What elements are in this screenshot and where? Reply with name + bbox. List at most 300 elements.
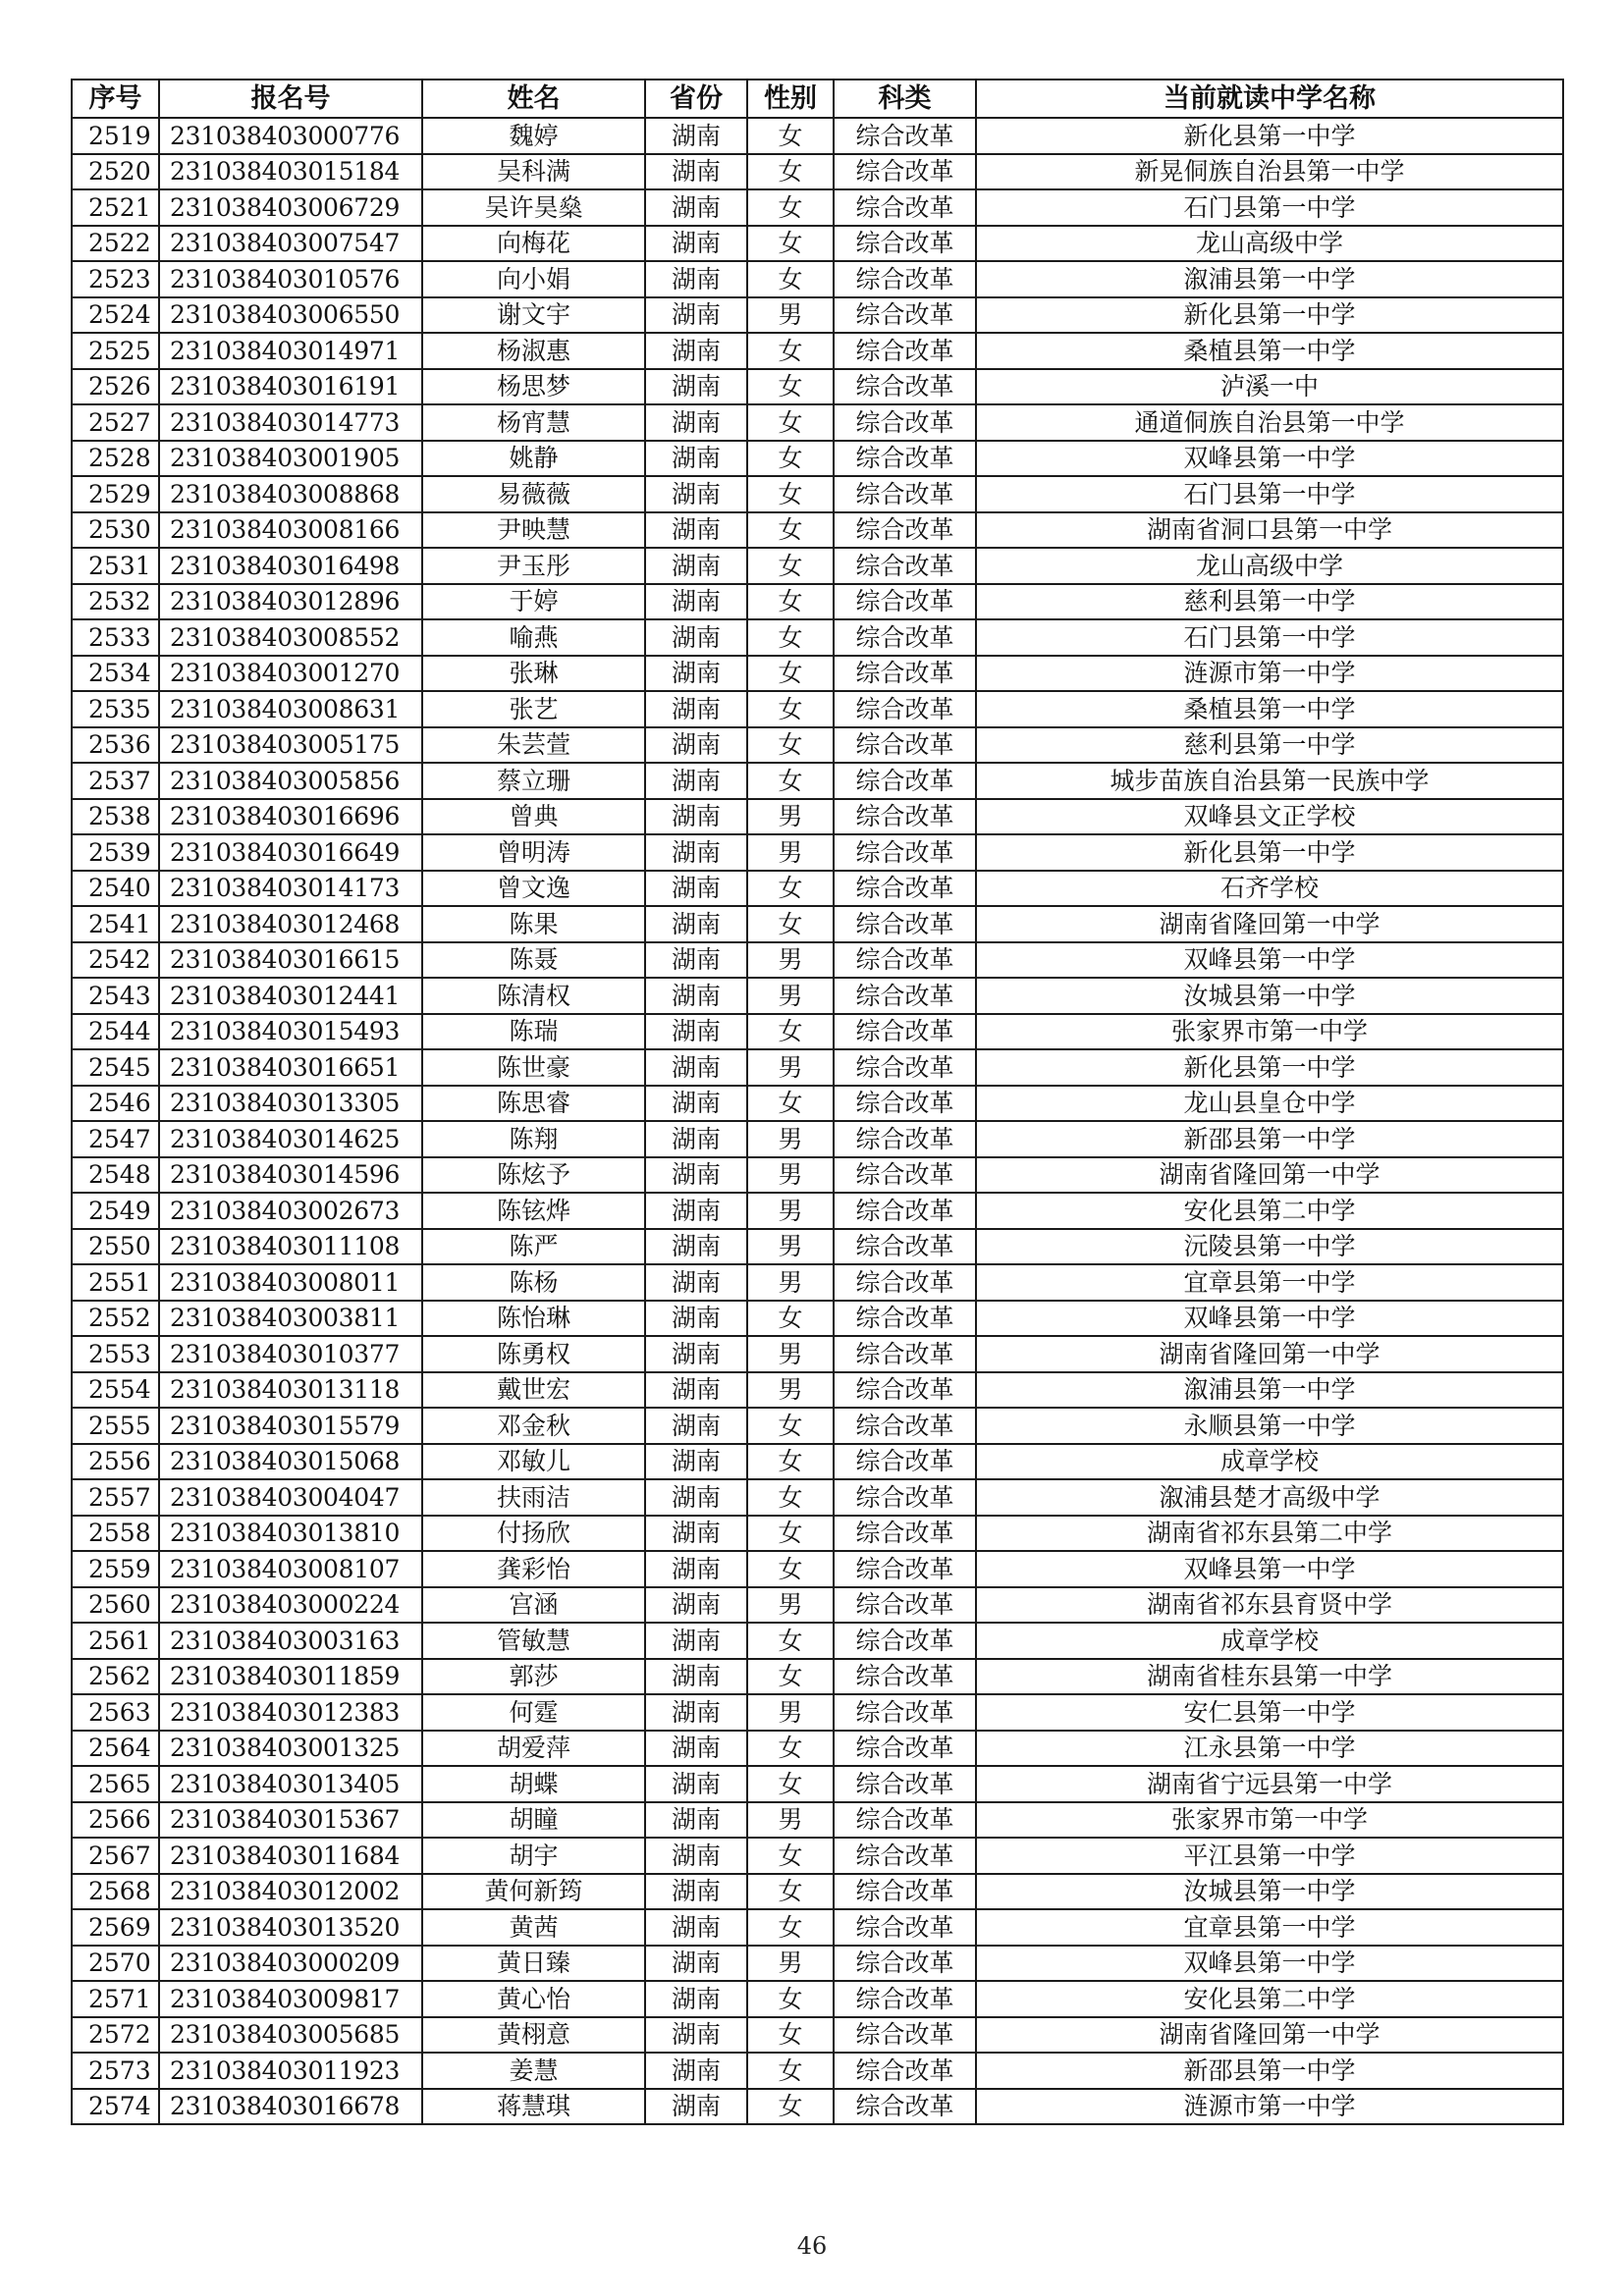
cell-name: 尹映慧 xyxy=(422,512,645,549)
cell-subject-category: 综合改革 xyxy=(834,1623,976,1659)
cell-name: 杨思梦 xyxy=(422,369,645,405)
cell-subject-category: 综合改革 xyxy=(834,763,976,799)
cell-gender: 女 xyxy=(747,1766,834,1802)
cell-subject-category: 综合改革 xyxy=(834,441,976,477)
cell-seq: 2548 xyxy=(72,1157,159,1194)
table-row xyxy=(72,512,1563,549)
cell-seq: 2568 xyxy=(72,1874,159,1910)
cell-gender: 女 xyxy=(747,1731,834,1767)
cell-name: 曾明涛 xyxy=(422,834,645,871)
cell-registration-number: 231038403016649 xyxy=(159,834,422,871)
cell-seq: 2533 xyxy=(72,619,159,656)
cell-registration-number: 231038403007547 xyxy=(159,226,422,262)
cell-school: 成章学校 xyxy=(976,1623,1563,1659)
table-row xyxy=(72,1408,1563,1444)
cell-name: 黄日臻 xyxy=(422,1946,645,1982)
cell-seq: 2541 xyxy=(72,906,159,942)
cell-subject-category: 综合改革 xyxy=(834,512,976,549)
cell-registration-number: 231038403000776 xyxy=(159,118,422,154)
cell-seq: 2569 xyxy=(72,1909,159,1946)
cell-subject-category: 综合改革 xyxy=(834,1444,976,1480)
cell-registration-number: 231038403015493 xyxy=(159,1014,422,1050)
cell-subject-category: 综合改革 xyxy=(834,297,976,334)
cell-seq: 2565 xyxy=(72,1766,159,1802)
cell-registration-number: 231038403016191 xyxy=(159,369,422,405)
cell-name: 陈勇权 xyxy=(422,1336,645,1372)
cell-gender: 男 xyxy=(747,1121,834,1157)
cell-seq: 2539 xyxy=(72,834,159,871)
cell-seq: 2523 xyxy=(72,261,159,297)
cell-province: 湖南 xyxy=(645,2053,747,2089)
cell-school: 双峰县文正学校 xyxy=(976,799,1563,835)
cell-subject-category: 综合改革 xyxy=(834,1587,976,1624)
cell-registration-number: 231038403014596 xyxy=(159,1157,422,1194)
cell-name: 曾文逸 xyxy=(422,871,645,907)
cell-subject-category: 综合改革 xyxy=(834,942,976,979)
cell-school: 溆浦县第一中学 xyxy=(976,261,1563,297)
cell-name: 何霆 xyxy=(422,1694,645,1731)
cell-registration-number: 231038403004047 xyxy=(159,1479,422,1516)
cell-province: 湖南 xyxy=(645,1981,747,2017)
cell-province: 湖南 xyxy=(645,1909,747,1946)
cell-subject-category: 综合改革 xyxy=(834,1372,976,1409)
cell-subject-category: 综合改革 xyxy=(834,189,976,226)
cell-school: 汝城县第一中学 xyxy=(976,1874,1563,1910)
cell-province: 湖南 xyxy=(645,548,747,584)
cell-registration-number: 231038403008107 xyxy=(159,1551,422,1587)
cell-school: 双峰县第一中学 xyxy=(976,1551,1563,1587)
cell-subject-category: 综合改革 xyxy=(834,1838,976,1874)
cell-subject-category: 综合改革 xyxy=(834,1336,976,1372)
cell-gender: 女 xyxy=(747,1086,834,1122)
header-name: 姓名 xyxy=(422,80,645,118)
cell-seq: 2551 xyxy=(72,1264,159,1301)
cell-school: 溆浦县第一中学 xyxy=(976,1372,1563,1409)
cell-registration-number: 231038403013405 xyxy=(159,1766,422,1802)
cell-registration-number: 231038403011684 xyxy=(159,1838,422,1874)
table-row xyxy=(72,1229,1563,1265)
cell-gender: 女 xyxy=(747,871,834,907)
cell-gender: 女 xyxy=(747,404,834,441)
cell-seq: 2566 xyxy=(72,1802,159,1839)
cell-subject-category: 综合改革 xyxy=(834,1909,976,1946)
cell-registration-number: 231038403001325 xyxy=(159,1731,422,1767)
cell-school: 龙山县皇仓中学 xyxy=(976,1086,1563,1122)
cell-gender: 女 xyxy=(747,1408,834,1444)
header-subject-category: 科类 xyxy=(834,80,976,118)
cell-registration-number: 231038403003163 xyxy=(159,1623,422,1659)
cell-name: 曾典 xyxy=(422,799,645,835)
cell-seq: 2564 xyxy=(72,1731,159,1767)
cell-school: 湖南省隆回第一中学 xyxy=(976,906,1563,942)
cell-seq: 2573 xyxy=(72,2053,159,2089)
cell-province: 湖南 xyxy=(645,1301,747,1337)
cell-school: 江永县第一中学 xyxy=(976,1731,1563,1767)
cell-school: 石门县第一中学 xyxy=(976,619,1563,656)
cell-province: 湖南 xyxy=(645,584,747,620)
cell-gender: 女 xyxy=(747,656,834,692)
cell-seq: 2522 xyxy=(72,226,159,262)
cell-seq: 2538 xyxy=(72,799,159,835)
cell-name: 陈聂 xyxy=(422,942,645,979)
cell-gender: 男 xyxy=(747,1946,834,1982)
cell-province: 湖南 xyxy=(645,727,747,764)
table-row xyxy=(72,834,1563,871)
cell-subject-category: 综合改革 xyxy=(834,871,976,907)
cell-subject-category: 综合改革 xyxy=(834,906,976,942)
cell-gender: 女 xyxy=(747,1014,834,1050)
cell-seq: 2553 xyxy=(72,1336,159,1372)
cell-seq: 2545 xyxy=(72,1049,159,1086)
cell-registration-number: 231038403008868 xyxy=(159,476,422,512)
cell-registration-number: 231038403001270 xyxy=(159,656,422,692)
cell-registration-number: 231038403014773 xyxy=(159,404,422,441)
cell-school: 湖南省洞口县第一中学 xyxy=(976,512,1563,549)
cell-subject-category: 综合改革 xyxy=(834,226,976,262)
cell-gender: 女 xyxy=(747,1874,834,1910)
cell-gender: 男 xyxy=(747,799,834,835)
cell-gender: 女 xyxy=(747,1659,834,1695)
cell-seq: 2521 xyxy=(72,189,159,226)
cell-province: 湖南 xyxy=(645,297,747,334)
cell-school: 成章学校 xyxy=(976,1444,1563,1480)
table-body xyxy=(72,118,1563,2124)
cell-name: 黄茜 xyxy=(422,1909,645,1946)
cell-province: 湖南 xyxy=(645,763,747,799)
cell-province: 湖南 xyxy=(645,619,747,656)
cell-gender: 女 xyxy=(747,226,834,262)
cell-seq: 2531 xyxy=(72,548,159,584)
cell-province: 湖南 xyxy=(645,1551,747,1587)
cell-subject-category: 综合改革 xyxy=(834,584,976,620)
cell-subject-category: 综合改革 xyxy=(834,727,976,764)
cell-name: 陈瑞 xyxy=(422,1014,645,1050)
cell-subject-category: 综合改革 xyxy=(834,1516,976,1552)
cell-seq: 2547 xyxy=(72,1121,159,1157)
cell-registration-number: 231038403009817 xyxy=(159,1981,422,2017)
cell-name: 胡蝶 xyxy=(422,1766,645,1802)
cell-province: 湖南 xyxy=(645,404,747,441)
cell-subject-category: 综合改革 xyxy=(834,978,976,1014)
cell-school: 慈利县第一中学 xyxy=(976,584,1563,620)
cell-registration-number: 231038403008631 xyxy=(159,691,422,727)
cell-registration-number: 231038403013305 xyxy=(159,1086,422,1122)
table-header-row xyxy=(72,80,1563,118)
cell-subject-category: 综合改革 xyxy=(834,656,976,692)
cell-subject-category: 综合改革 xyxy=(834,691,976,727)
cell-school: 平江县第一中学 xyxy=(976,1838,1563,1874)
cell-gender: 女 xyxy=(747,1551,834,1587)
cell-subject-category: 综合改革 xyxy=(834,2017,976,2054)
cell-registration-number: 231038403000224 xyxy=(159,1587,422,1624)
table-row xyxy=(72,763,1563,799)
cell-registration-number: 231038403012383 xyxy=(159,1694,422,1731)
cell-school: 湖南省宁远县第一中学 xyxy=(976,1766,1563,1802)
cell-seq: 2535 xyxy=(72,691,159,727)
cell-province: 湖南 xyxy=(645,1049,747,1086)
cell-subject-category: 综合改革 xyxy=(834,154,976,190)
cell-seq: 2543 xyxy=(72,978,159,1014)
cell-school: 桑植县第一中学 xyxy=(976,333,1563,369)
cell-seq: 2534 xyxy=(72,656,159,692)
cell-name: 陈怡琳 xyxy=(422,1301,645,1337)
cell-subject-category: 综合改革 xyxy=(834,1802,976,1839)
table-row xyxy=(72,1731,1563,1767)
cell-gender: 女 xyxy=(747,1838,834,1874)
cell-name: 向小娟 xyxy=(422,261,645,297)
table-row xyxy=(72,942,1563,979)
cell-province: 湖南 xyxy=(645,189,747,226)
cell-name: 张艺 xyxy=(422,691,645,727)
cell-subject-category: 综合改革 xyxy=(834,404,976,441)
cell-gender: 女 xyxy=(747,441,834,477)
cell-gender: 女 xyxy=(747,118,834,154)
cell-school: 湖南省祁东县第二中学 xyxy=(976,1516,1563,1552)
cell-province: 湖南 xyxy=(645,1874,747,1910)
cell-subject-category: 综合改革 xyxy=(834,333,976,369)
table-row xyxy=(72,369,1563,405)
table-row xyxy=(72,1264,1563,1301)
cell-school: 石门县第一中学 xyxy=(976,189,1563,226)
cell-school: 湖南省祁东县育贤中学 xyxy=(976,1587,1563,1624)
cell-gender: 女 xyxy=(747,369,834,405)
cell-subject-category: 综合改革 xyxy=(834,1946,976,1982)
cell-subject-category: 综合改革 xyxy=(834,1301,976,1337)
cell-province: 湖南 xyxy=(645,118,747,154)
cell-school: 新晃侗族自治县第一中学 xyxy=(976,154,1563,190)
cell-gender: 女 xyxy=(747,333,834,369)
cell-name: 吴科满 xyxy=(422,154,645,190)
table-row xyxy=(72,1587,1563,1624)
cell-registration-number: 231038403015184 xyxy=(159,154,422,190)
table-row xyxy=(72,1372,1563,1409)
cell-school: 涟源市第一中学 xyxy=(976,2089,1563,2125)
cell-name: 姚静 xyxy=(422,441,645,477)
cell-province: 湖南 xyxy=(645,1121,747,1157)
cell-seq: 2560 xyxy=(72,1587,159,1624)
cell-gender: 女 xyxy=(747,1909,834,1946)
cell-registration-number: 231038403012002 xyxy=(159,1874,422,1910)
cell-province: 湖南 xyxy=(645,1193,747,1229)
cell-province: 湖南 xyxy=(645,1802,747,1839)
cell-province: 湖南 xyxy=(645,2017,747,2054)
cell-seq: 2527 xyxy=(72,404,159,441)
cell-subject-category: 综合改革 xyxy=(834,1551,976,1587)
cell-province: 湖南 xyxy=(645,441,747,477)
cell-name: 向梅花 xyxy=(422,226,645,262)
cell-gender: 男 xyxy=(747,1229,834,1265)
table-row xyxy=(72,1551,1563,1587)
cell-seq: 2530 xyxy=(72,512,159,549)
cell-registration-number: 231038403015068 xyxy=(159,1444,422,1480)
table-row xyxy=(72,261,1563,297)
cell-school: 沅陵县第一中学 xyxy=(976,1229,1563,1265)
cell-school: 新化县第一中学 xyxy=(976,1049,1563,1086)
cell-province: 湖南 xyxy=(645,1659,747,1695)
cell-school: 宜章县第一中学 xyxy=(976,1264,1563,1301)
cell-seq: 2546 xyxy=(72,1086,159,1122)
table-row xyxy=(72,226,1563,262)
cell-registration-number: 231038403016498 xyxy=(159,548,422,584)
cell-gender: 女 xyxy=(747,2017,834,2054)
table-row xyxy=(72,1874,1563,1910)
table-row xyxy=(72,118,1563,154)
cell-registration-number: 231038403006550 xyxy=(159,297,422,334)
cell-seq: 2557 xyxy=(72,1479,159,1516)
cell-school: 新化县第一中学 xyxy=(976,834,1563,871)
cell-seq: 2540 xyxy=(72,871,159,907)
cell-subject-category: 综合改革 xyxy=(834,1479,976,1516)
table-row xyxy=(72,978,1563,1014)
cell-seq: 2542 xyxy=(72,942,159,979)
cell-name: 蔡立珊 xyxy=(422,763,645,799)
cell-name: 付扬欣 xyxy=(422,1516,645,1552)
table-row xyxy=(72,619,1563,656)
cell-name: 胡爱萍 xyxy=(422,1731,645,1767)
cell-province: 湖南 xyxy=(645,1766,747,1802)
cell-gender: 男 xyxy=(747,1264,834,1301)
cell-province: 湖南 xyxy=(645,1408,747,1444)
cell-school: 新邵县第一中学 xyxy=(976,2053,1563,2089)
cell-seq: 2572 xyxy=(72,2017,159,2054)
table-row xyxy=(72,656,1563,692)
cell-subject-category: 综合改革 xyxy=(834,548,976,584)
cell-subject-category: 综合改革 xyxy=(834,261,976,297)
cell-gender: 男 xyxy=(747,297,834,334)
cell-school: 安仁县第一中学 xyxy=(976,1694,1563,1731)
cell-province: 湖南 xyxy=(645,1086,747,1122)
table-row xyxy=(72,691,1563,727)
cell-registration-number: 231038403005175 xyxy=(159,727,422,764)
cell-name: 陈世豪 xyxy=(422,1049,645,1086)
cell-province: 湖南 xyxy=(645,476,747,512)
cell-school: 涟源市第一中学 xyxy=(976,656,1563,692)
cell-registration-number: 231038403001905 xyxy=(159,441,422,477)
cell-seq: 2574 xyxy=(72,2089,159,2125)
cell-school: 双峰县第一中学 xyxy=(976,1946,1563,1982)
cell-name: 姜慧 xyxy=(422,2053,645,2089)
table-row xyxy=(72,404,1563,441)
cell-seq: 2526 xyxy=(72,369,159,405)
cell-seq: 2571 xyxy=(72,1981,159,2017)
cell-school: 龙山高级中学 xyxy=(976,226,1563,262)
cell-gender: 女 xyxy=(747,2053,834,2089)
cell-registration-number: 231038403016696 xyxy=(159,799,422,835)
cell-gender: 女 xyxy=(747,548,834,584)
cell-subject-category: 综合改革 xyxy=(834,1229,976,1265)
cell-gender: 女 xyxy=(747,763,834,799)
cell-gender: 女 xyxy=(747,1623,834,1659)
cell-name: 宫涵 xyxy=(422,1587,645,1624)
table-row xyxy=(72,333,1563,369)
cell-province: 湖南 xyxy=(645,1229,747,1265)
cell-gender: 男 xyxy=(747,1336,834,1372)
cell-gender: 女 xyxy=(747,476,834,512)
cell-gender: 女 xyxy=(747,691,834,727)
cell-seq: 2525 xyxy=(72,333,159,369)
cell-name: 喻燕 xyxy=(422,619,645,656)
cell-registration-number: 231038403014625 xyxy=(159,1121,422,1157)
table-row xyxy=(72,1049,1563,1086)
cell-registration-number: 231038403010576 xyxy=(159,261,422,297)
cell-name: 陈铉烨 xyxy=(422,1193,645,1229)
cell-school: 安化县第二中学 xyxy=(976,1193,1563,1229)
cell-name: 黄何新筠 xyxy=(422,1874,645,1910)
cell-gender: 男 xyxy=(747,942,834,979)
cell-province: 湖南 xyxy=(645,834,747,871)
cell-gender: 女 xyxy=(747,1981,834,2017)
cell-name: 张琳 xyxy=(422,656,645,692)
cell-seq: 2524 xyxy=(72,297,159,334)
cell-gender: 女 xyxy=(747,512,834,549)
cell-subject-category: 综合改革 xyxy=(834,619,976,656)
cell-seq: 2536 xyxy=(72,727,159,764)
cell-name: 陈翔 xyxy=(422,1121,645,1157)
cell-subject-category: 综合改革 xyxy=(834,1659,976,1695)
cell-subject-category: 综合改革 xyxy=(834,1086,976,1122)
cell-seq: 2550 xyxy=(72,1229,159,1265)
cell-seq: 2561 xyxy=(72,1623,159,1659)
cell-registration-number: 231038403003811 xyxy=(159,1301,422,1337)
cell-gender: 男 xyxy=(747,1372,834,1409)
header-seq: 序号 xyxy=(72,80,159,118)
table-row xyxy=(72,1444,1563,1480)
cell-subject-category: 综合改革 xyxy=(834,834,976,871)
cell-province: 湖南 xyxy=(645,1946,747,1982)
cell-registration-number: 231038403010377 xyxy=(159,1336,422,1372)
cell-name: 魏婷 xyxy=(422,118,645,154)
cell-gender: 女 xyxy=(747,189,834,226)
cell-seq: 2552 xyxy=(72,1301,159,1337)
cell-school: 湖南省隆回第一中学 xyxy=(976,1336,1563,1372)
cell-registration-number: 231038403008552 xyxy=(159,619,422,656)
cell-gender: 女 xyxy=(747,619,834,656)
cell-registration-number: 231038403002673 xyxy=(159,1193,422,1229)
table-row xyxy=(72,1157,1563,1194)
table-row xyxy=(72,584,1563,620)
cell-province: 湖南 xyxy=(645,978,747,1014)
cell-subject-category: 综合改革 xyxy=(834,2089,976,2125)
table-row xyxy=(72,1336,1563,1372)
cell-school: 双峰县第一中学 xyxy=(976,441,1563,477)
cell-gender: 女 xyxy=(747,1301,834,1337)
cell-registration-number: 231038403012441 xyxy=(159,978,422,1014)
cell-subject-category: 综合改革 xyxy=(834,1157,976,1194)
cell-registration-number: 231038403015367 xyxy=(159,1802,422,1839)
cell-subject-category: 综合改革 xyxy=(834,1766,976,1802)
cell-gender: 男 xyxy=(747,1802,834,1839)
cell-name: 陈清权 xyxy=(422,978,645,1014)
table-row xyxy=(72,1694,1563,1731)
cell-gender: 男 xyxy=(747,1587,834,1624)
cell-subject-category: 综合改革 xyxy=(834,1874,976,1910)
cell-school: 汝城县第一中学 xyxy=(976,978,1563,1014)
cell-subject-category: 综合改革 xyxy=(834,1049,976,1086)
header-current-school: 当前就读中学名称 xyxy=(976,80,1563,118)
cell-registration-number: 231038403000209 xyxy=(159,1946,422,1982)
cell-school: 石齐学校 xyxy=(976,871,1563,907)
cell-province: 湖南 xyxy=(645,1516,747,1552)
table-row xyxy=(72,441,1563,477)
cell-registration-number: 231038403012896 xyxy=(159,584,422,620)
cell-seq: 2567 xyxy=(72,1838,159,1874)
cell-school: 溆浦县楚才高级中学 xyxy=(976,1479,1563,1516)
cell-province: 湖南 xyxy=(645,261,747,297)
table-row xyxy=(72,1981,1563,2017)
cell-seq: 2570 xyxy=(72,1946,159,1982)
cell-name: 陈杨 xyxy=(422,1264,645,1301)
cell-province: 湖南 xyxy=(645,1694,747,1731)
